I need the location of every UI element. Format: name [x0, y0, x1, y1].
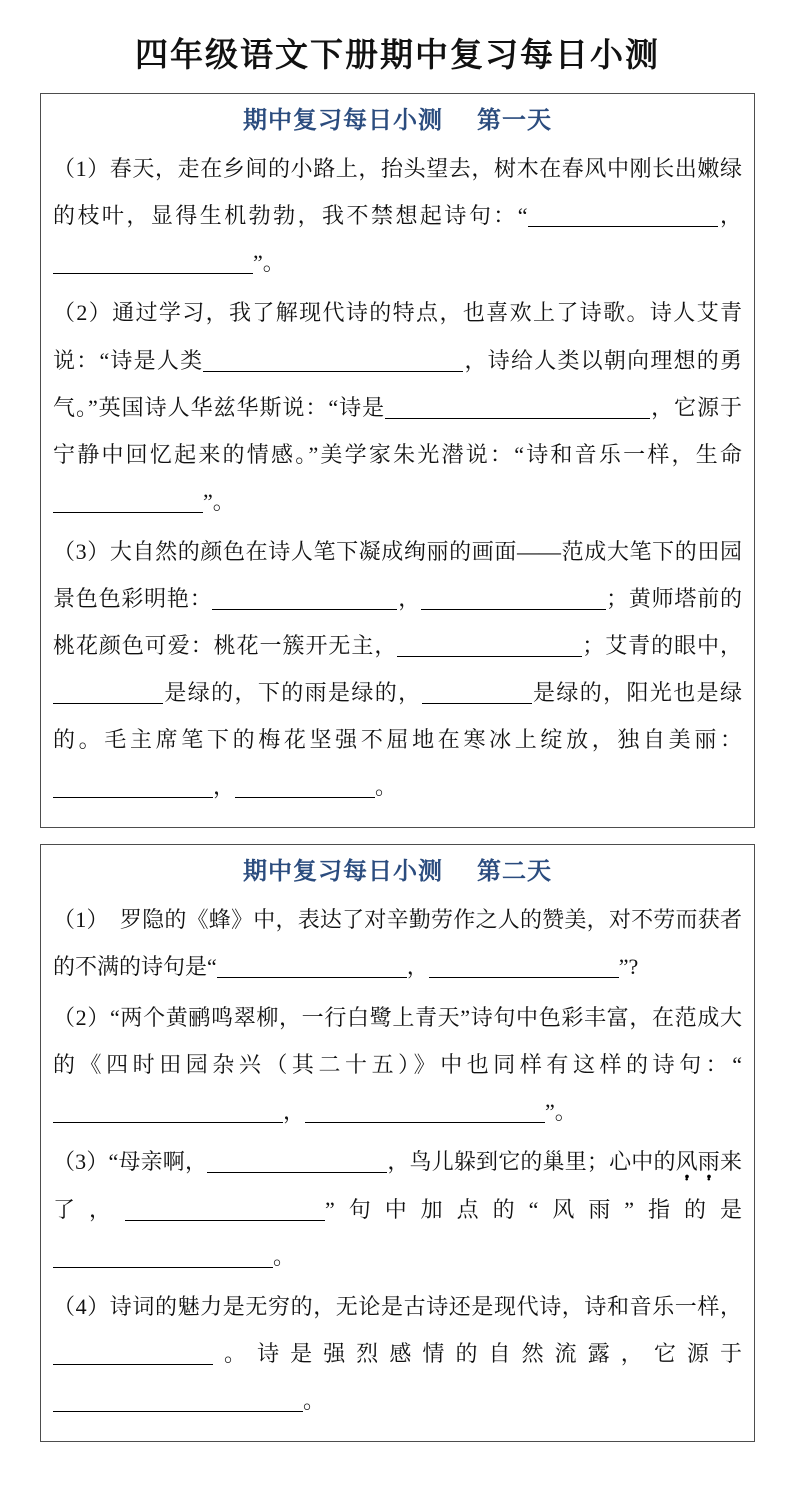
answer-blank[interactable]	[422, 684, 532, 704]
page-title: 四年级语文下册期中复习每日小测	[135, 38, 660, 74]
text-run: ，	[213, 774, 236, 800]
question-2-2	[53, 994, 742, 1135]
question-1-1	[53, 145, 742, 286]
text-run: ”。	[253, 250, 285, 276]
quiz-section-day-2	[40, 844, 755, 1442]
section-header-day: 第二天	[477, 859, 552, 886]
text-run: （3）大自然的颜色在诗人笔下凝成绚丽的画面——范成大笔下的田园景色色彩明艳：	[53, 538, 742, 611]
text-run: （2）通过学习，我了解现代诗的特点，也喜欢上了诗歌。诗人艾青说：“诗是人类	[53, 300, 742, 373]
text-run: （1）春天，走在乡间的小路上，抬头望去，树木在春风中刚长出嫩绿的枝叶，显得生机勃勃，我不禁想起诗句：“	[53, 156, 742, 229]
question-1-2	[53, 289, 742, 524]
text-run: （2）“两个黄鹂鸣翠柳，一行白鹭上青天”诗句中色彩丰富，在范成大的《四时田园杂兴（其二十五）》中也同样有这样的诗句：“	[53, 1004, 742, 1077]
text-run: 是绿的，下的雨是绿的，	[163, 680, 422, 706]
text-run: ”。	[545, 1098, 577, 1124]
text-run: 。诗是强烈感情的自然流露，它源于	[213, 1340, 742, 1366]
quiz-section-day-1	[40, 93, 755, 828]
text-run: ”。	[203, 488, 235, 514]
text-run: ”句中加点的“风雨”指的是	[324, 1196, 742, 1222]
text-run: ，	[397, 585, 422, 611]
answer-blank[interactable]	[53, 1392, 303, 1412]
text-run: ，鸟儿躲到它的巢里；心中的	[387, 1148, 676, 1174]
question-1-3	[53, 528, 742, 810]
question-2-1	[53, 896, 742, 990]
answer-blank[interactable]	[212, 590, 397, 610]
question-2-3	[53, 1138, 742, 1280]
answer-blank[interactable]	[53, 1248, 273, 1268]
sections-container	[40, 93, 755, 1442]
answer-blank[interactable]	[305, 1103, 545, 1123]
text-run: 来了，	[53, 1148, 742, 1222]
text-run: （1） 罗隐的《蜂》中，表达了对辛勤劳作之人的赞美，对不劳而获者的不满的诗句是“	[53, 907, 742, 980]
answer-blank[interactable]	[528, 207, 718, 227]
section-header-day: 第一天	[477, 108, 552, 135]
text-run: ，它源于宁静中回忆起来的情感。”美学家朱光潜说：“诗和音乐一样，生命	[53, 394, 742, 467]
text-run: ；黄师塔前的桃花颜色可爱：桃花一簇开无主，	[53, 585, 742, 659]
section-header	[53, 100, 742, 142]
answer-blank[interactable]	[385, 399, 650, 419]
section-header	[53, 851, 742, 893]
answer-blank[interactable]	[53, 684, 163, 704]
answer-blank[interactable]	[53, 493, 203, 513]
text-run: ，	[283, 1098, 306, 1124]
answer-blank[interactable]	[207, 1153, 387, 1173]
text-run: ，	[406, 954, 429, 980]
answer-blank[interactable]	[397, 637, 582, 657]
text-run: 。	[273, 1243, 296, 1269]
answer-blank[interactable]	[429, 958, 619, 978]
answer-blank[interactable]	[125, 1201, 325, 1221]
text-run: ，诗给人类以朝向理想的勇气。”英国诗人华兹华斯说：“诗是	[53, 347, 742, 420]
text-run: 是绿的，阳光也是绿的。毛主席笔下的梅花坚强不屈地在寒冰上绽放，独自美丽：	[53, 680, 742, 753]
answer-blank[interactable]	[421, 590, 606, 610]
answer-blank[interactable]	[53, 1345, 213, 1365]
section-header-title: 期中复习每日小测	[243, 108, 443, 135]
text-run: （4）诗词的魅力是无穷的，无论是古诗还是现代诗，诗和音乐一样，	[53, 1293, 742, 1319]
answer-blank[interactable]	[217, 958, 407, 978]
text-run: 。	[375, 774, 398, 800]
answer-blank[interactable]	[235, 778, 375, 798]
text-run: ”?	[618, 954, 639, 980]
text-run: ，	[717, 203, 742, 229]
emphasized-text: 风雨	[676, 1149, 720, 1179]
answer-blank[interactable]	[203, 352, 463, 372]
answer-blank[interactable]	[53, 254, 253, 274]
text-run: （3）“母亲啊，	[53, 1148, 208, 1174]
answer-blank[interactable]	[53, 778, 213, 798]
section-header-title: 期中复习每日小测	[243, 859, 443, 886]
answer-blank[interactable]	[53, 1103, 283, 1123]
text-run: 。	[303, 1388, 326, 1414]
question-2-4	[53, 1283, 742, 1424]
text-run: ；艾青的眼中，	[582, 633, 742, 659]
